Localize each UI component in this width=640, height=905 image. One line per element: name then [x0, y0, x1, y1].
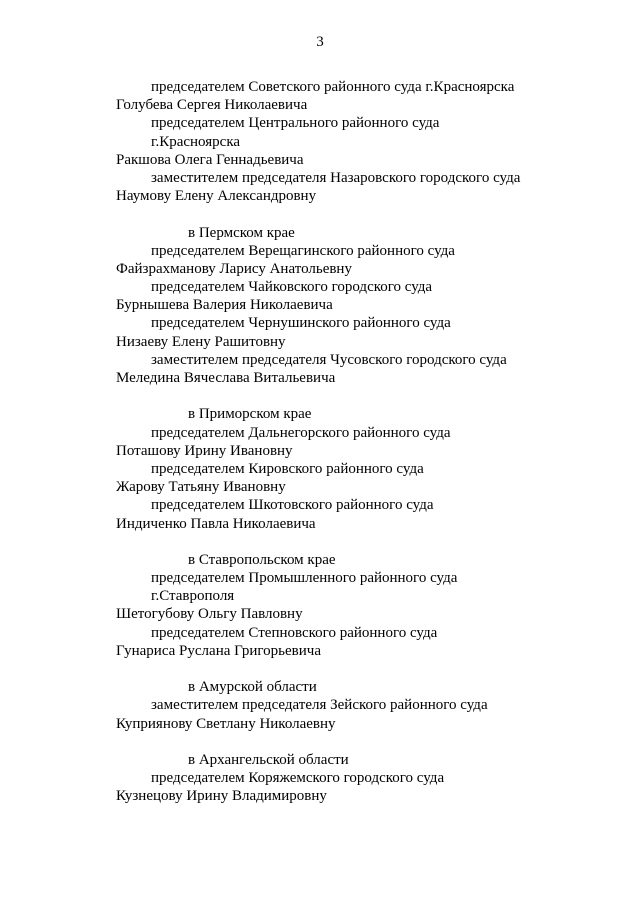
appointment-list [0, 78, 640, 806]
appointee-name: Индиченко Павла Николаевича [116, 515, 316, 532]
appointee-name: Гунариса Руслана Григорьевича [116, 642, 321, 659]
appointee-name: Куприянову Светлану Николаевну [116, 715, 336, 732]
appointee-name: Голубева Сергея Николаевича [116, 97, 308, 114]
appointee-name: Ракшова Олега Геннадьевича [116, 151, 304, 168]
position-title: председателем Верещагинского районного суда [151, 242, 455, 259]
position-title: председателем Кировского районного суда [151, 460, 424, 477]
position-title-continued: г.Ставрополя [151, 588, 235, 605]
region-heading: в Ставропольском крае [188, 551, 336, 568]
position-title: председателем Коряжемского городского суда [151, 770, 445, 787]
appointee-name: Файзрахманову Ларису Анатольевну [116, 260, 352, 277]
position-title: председателем Чайковского городского суда [151, 279, 433, 296]
position-title: председателем Степновского районного суда [151, 624, 438, 641]
appointee-name: Шетогубову Ольгу Павловну [116, 606, 303, 623]
section-spacer [0, 387, 640, 405]
page-number: 3 [316, 34, 324, 50]
position-title: председателем Чернушинского районного суда [151, 315, 451, 332]
position-title: заместителем председателя Чусовского городского суда [151, 351, 507, 368]
appointee-name: Поташову Ирину Ивановну [116, 442, 293, 459]
position-title: заместителем председателя Назаровского городского суда [151, 169, 521, 186]
position-title: председателем Промышленного районного суда [151, 570, 458, 587]
section-spacer [0, 733, 640, 751]
region-heading: в Пермском крае [188, 224, 295, 241]
position-title: председателем Шкотовского районного суда [151, 497, 434, 514]
section-spacer [0, 205, 640, 223]
appointee-name: Жарову Татьяну Ивановну [116, 479, 286, 496]
appointee-name: Бурнышева Валерия Николаевича [116, 297, 333, 314]
region-heading: в Амурской области [188, 679, 317, 696]
region-heading: в Приморском крае [188, 406, 312, 423]
region-heading: в Архангельской области [188, 751, 349, 768]
section-spacer [0, 660, 640, 678]
appointee-name: Кузнецову Ирину Владимировну [116, 788, 327, 805]
appointee-name: Низаеву Елену Рашитовну [116, 333, 286, 350]
appointee-name: Меледина Вячеслава Витальевича [116, 370, 336, 386]
position-title: председателем Дальнегорского районного суда [151, 424, 451, 441]
position-title: председателем Центрального районного суда [151, 115, 440, 132]
appointee-name: Наумову Елену Александровну [116, 188, 317, 205]
position-title: председателем Советского районного суда г.Красноярска [151, 79, 515, 95]
section-spacer [0, 533, 640, 551]
position-title-continued: г.Красноярска [151, 133, 241, 150]
position-title: заместителем председателя Зейского районного суда [151, 697, 488, 714]
